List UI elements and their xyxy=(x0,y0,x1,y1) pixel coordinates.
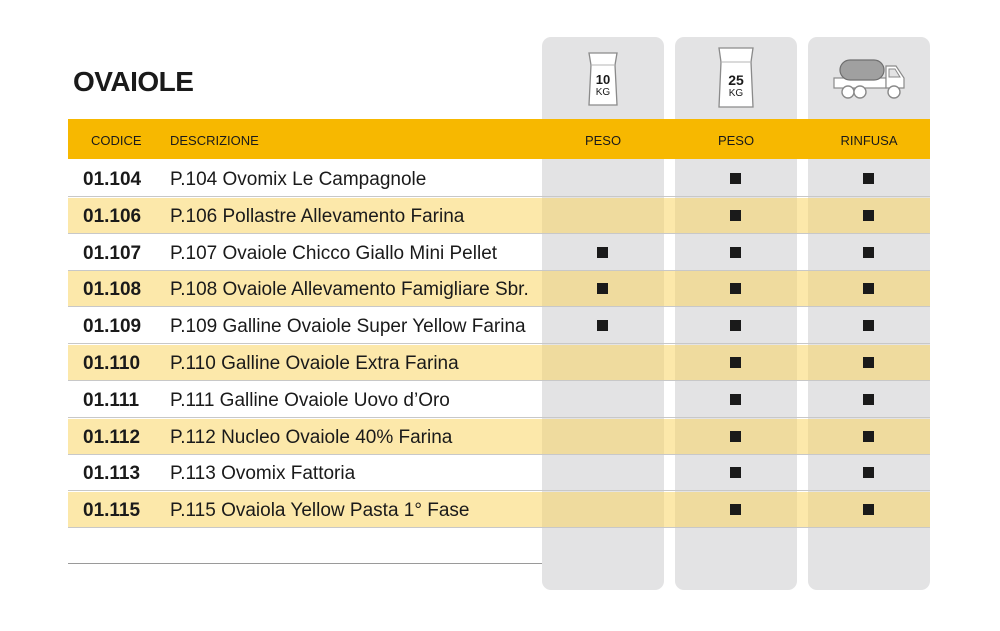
bag-25kg-icon xyxy=(715,44,757,110)
availability-mark-bulk xyxy=(863,247,874,258)
product-description: P.110 Galline Ovaiole Extra Farina xyxy=(170,353,459,374)
bag-10kg-unit: KG xyxy=(595,87,611,98)
availability-mark-bag25 xyxy=(730,283,741,294)
product-code: 01.111 xyxy=(83,389,140,411)
availability-mark-bulk xyxy=(863,467,874,478)
product-code: 01.115 xyxy=(83,500,141,522)
availability-mark-bag25 xyxy=(730,173,741,184)
product-code: 01.109 xyxy=(83,316,142,338)
product-code: 01.112 xyxy=(83,426,141,448)
product-description: P.115 Ovaiola Yellow Pasta 1° Fase xyxy=(170,500,470,522)
availability-mark-bag10 xyxy=(597,283,608,294)
availability-mark-bulk xyxy=(863,504,874,515)
product-description: P.112 Nucleo Ovaiole 40% Farina xyxy=(170,426,453,448)
bag-10kg-icon xyxy=(586,49,620,107)
product-description: P.113 Ovomix Fattoria xyxy=(170,463,356,485)
product-code: 01.113 xyxy=(83,463,141,485)
availability-mark-bag25 xyxy=(730,431,741,442)
availability-mark-bulk xyxy=(863,173,874,184)
product-description: P.106 Pollastre Allevamento Farina xyxy=(170,205,465,227)
availability-mark-bulk xyxy=(863,357,874,368)
availability-mark-bag25 xyxy=(730,504,741,515)
availability-mark-bag10 xyxy=(597,320,608,331)
product-description: P.111 Galline Ovaiole Uovo d’Oro xyxy=(170,389,450,411)
availability-mark-bag25 xyxy=(730,394,741,405)
product-description: P.109 Galline Ovaiole Super Yellow Farina xyxy=(170,316,526,338)
product-code: 01.107 xyxy=(83,242,142,264)
table-row xyxy=(68,198,930,234)
bag-25kg-unit: KG xyxy=(728,88,744,99)
availability-mark-bulk xyxy=(863,283,874,294)
product-code: 01.104 xyxy=(83,169,142,190)
product-description: P.107 Ovaiole Chicco Giallo Mini Pellet xyxy=(170,242,498,264)
product-code: 01.110 xyxy=(83,353,141,374)
table-row xyxy=(68,455,930,491)
product-code: 01.106 xyxy=(83,205,142,227)
table-bottom-divider xyxy=(68,563,542,564)
table-row xyxy=(68,308,930,344)
bag-25kg-number: 25 xyxy=(728,72,744,88)
header-weight-25kg: PESO xyxy=(717,133,755,148)
product-description: P.104 Ovomix Le Campagnole xyxy=(170,169,427,190)
table-row xyxy=(68,235,930,271)
availability-mark-bag25 xyxy=(730,357,741,368)
table-row xyxy=(68,161,930,197)
table-row xyxy=(68,345,930,381)
header-bulk: RINFUSA xyxy=(840,133,898,148)
header-code: CODICE xyxy=(91,133,142,148)
availability-mark-bag25 xyxy=(730,320,741,331)
tanker-truck-icon xyxy=(832,54,908,102)
availability-mark-bulk xyxy=(863,210,874,221)
availability-mark-bag10 xyxy=(597,247,608,258)
page-title: OVAIOLE xyxy=(73,66,194,97)
table-row xyxy=(68,492,930,528)
header-description: DESCRIZIONE xyxy=(170,133,259,148)
table-row xyxy=(68,382,930,418)
product-code: 01.108 xyxy=(83,279,142,301)
availability-mark-bag25 xyxy=(730,467,741,478)
availability-mark-bulk xyxy=(863,394,874,405)
availability-mark-bag25 xyxy=(730,247,741,258)
availability-mark-bulk xyxy=(863,320,874,331)
table-row xyxy=(68,271,930,307)
availability-mark-bulk xyxy=(863,431,874,442)
bag-10kg-number: 10 xyxy=(595,72,611,87)
availability-mark-bag25 xyxy=(730,210,741,221)
header-weight-10kg: PESO xyxy=(584,133,622,148)
table-row xyxy=(68,419,930,455)
product-description: P.108 Ovaiole Allevamento Famigliare Sbr. xyxy=(170,279,529,301)
